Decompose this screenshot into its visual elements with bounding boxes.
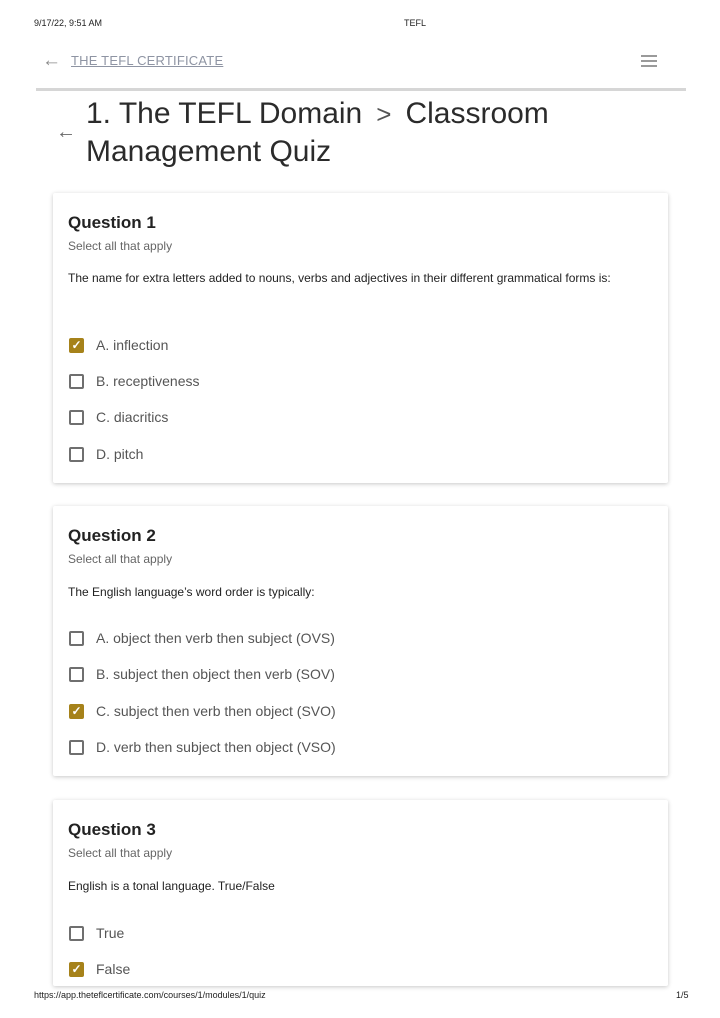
option-label: D. pitch (96, 446, 144, 462)
print-url: https://app.theteflcertificate.com/courses/1/modules/1/quiz (34, 990, 266, 1000)
option-q2-c[interactable] (69, 701, 336, 721)
page-title (86, 95, 646, 171)
breadcrumb-module-link[interactable]: 1. The TEFL Domain (86, 97, 363, 130)
option-q2-b[interactable] (69, 664, 335, 684)
app-bar (36, 42, 686, 91)
print-footer (0, 990, 720, 1004)
option-q1-d[interactable] (69, 444, 143, 464)
question-hint: Select all that apply (68, 846, 173, 860)
question-card-3 (53, 800, 668, 986)
breadcrumb-separator: > (376, 99, 392, 129)
question-title: Question 1 (68, 213, 156, 232)
option-label: C. subject then verb then object (SVO) (96, 703, 336, 719)
print-timestamp: 9/17/22, 9:51 AM (34, 18, 103, 28)
question-text: The name for extra letters added to nouns, verbs and adjectives in their different grammatical forms is: (68, 271, 611, 285)
option-q2-d[interactable] (69, 737, 336, 757)
option-label: C. diacritics (96, 409, 169, 425)
question-card-1 (53, 193, 668, 483)
option-q1-b[interactable] (69, 371, 200, 391)
checkbox-icon[interactable] (69, 374, 84, 389)
option-label: D. verb then subject then object (VSO) (96, 739, 336, 755)
breadcrumb-back-icon[interactable]: ← (56, 121, 76, 143)
option-q3-false[interactable] (69, 959, 130, 979)
print-header (0, 18, 720, 32)
option-label: B. receptiveness (96, 373, 200, 389)
option-label: True (96, 925, 125, 941)
print-page-number: 1/5 (676, 990, 689, 1000)
option-label: B. subject then object then verb (SOV) (96, 666, 335, 682)
checkbox-icon[interactable] (69, 410, 84, 425)
option-q1-a[interactable] (69, 335, 168, 355)
site-title-link[interactable]: THE TEFL CERTIFICATE (71, 53, 224, 68)
checkbox-icon[interactable] (69, 926, 84, 941)
checkbox-icon[interactable] (69, 740, 84, 755)
question-text: The English language’s word order is typically: (68, 585, 315, 599)
option-q3-true[interactable] (69, 923, 124, 943)
breadcrumb-page: Classroom Management Quiz (86, 97, 549, 168)
question-title: Question 3 (68, 820, 156, 839)
option-label: A. object then verb then subject (OVS) (96, 630, 335, 646)
arrow-left-icon[interactable]: ← (42, 50, 61, 71)
checkbox-checked-icon[interactable]: ✓ (69, 962, 84, 977)
question-card-2 (53, 506, 668, 776)
option-q1-c[interactable] (69, 407, 168, 427)
checkbox-icon[interactable] (69, 631, 84, 646)
question-title: Question 2 (68, 526, 156, 545)
checkbox-checked-icon[interactable]: ✓ (69, 704, 84, 719)
option-label: False (96, 961, 131, 977)
checkbox-checked-icon[interactable]: ✓ (69, 338, 84, 353)
checkbox-icon[interactable] (69, 667, 84, 682)
checkbox-icon[interactable] (69, 447, 84, 462)
option-label: A. inflection (96, 337, 169, 353)
print-page-title: TEFL (403, 18, 426, 28)
hamburger-menu-icon[interactable] (641, 55, 657, 67)
question-text: English is a tonal language. True/False (68, 879, 275, 893)
question-hint: Select all that apply (68, 552, 173, 566)
question-hint: Select all that apply (68, 239, 173, 253)
option-q2-a[interactable] (69, 628, 335, 648)
